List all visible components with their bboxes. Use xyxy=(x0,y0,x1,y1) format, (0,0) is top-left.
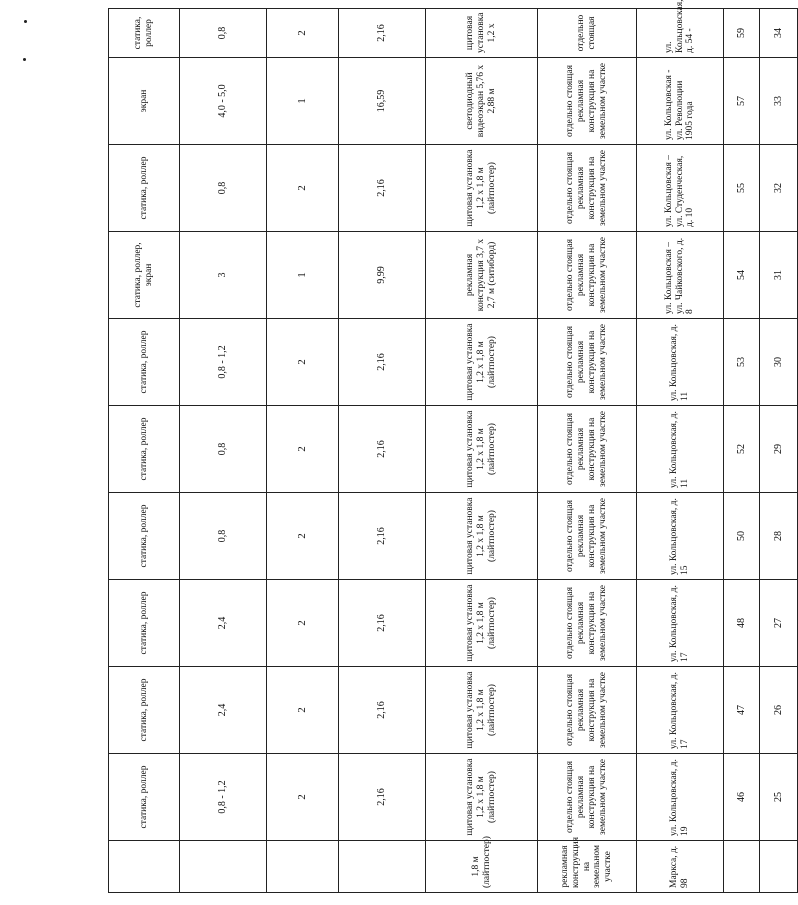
cell-structure-type: щитовая установка 1,2 х 1,8 м (лайтпостер) xyxy=(426,493,538,580)
cell-distance xyxy=(180,841,267,893)
cell-area: 2,16 xyxy=(339,9,426,58)
cell-row-number: 29 xyxy=(760,406,798,493)
cell-row-number: 28 xyxy=(760,493,798,580)
cell-structure-type: щитовая установка 1,2 х 1,8 м (лайтпостер) xyxy=(426,319,538,406)
cell-area: 2,16 xyxy=(339,493,426,580)
cell-technology: статика, роллер xyxy=(109,493,180,580)
cell-distance: 3 xyxy=(180,232,267,319)
cell-placement: отдельно стоящая рекламная конструкция на земельном участке xyxy=(538,406,637,493)
table-field-row xyxy=(538,9,637,893)
cell-address: ул. Кольцовская, д. 11 xyxy=(637,406,724,493)
cell-address: ул. Кольцовская, д. 17 xyxy=(637,580,724,667)
table-field-row xyxy=(339,9,426,893)
cell-sides: 2 xyxy=(267,406,339,493)
cell-structure-id: 57 xyxy=(724,58,760,145)
cell-structure-type: щитовая установка 1,2 х 1,8 м (лайтпостер) xyxy=(426,406,538,493)
cell-structure-id: 54 xyxy=(724,232,760,319)
cell-placement: отдельно стоящая рекламная конструкция на земельном участке xyxy=(538,493,637,580)
cell-technology: статика, роллер, экран xyxy=(109,232,180,319)
cell-structure-type: щитовая установка 1,2 х 1,8 м (лайтпостер) xyxy=(426,145,538,232)
cell-technology: статика, роллер xyxy=(109,9,180,58)
cell-sides: 2 xyxy=(267,145,339,232)
cell-row-number: 34 xyxy=(760,9,798,58)
cell-structure-type: щитовая установка 1,2 х 1,8 м (лайтпостер) xyxy=(426,754,538,841)
cell-placement: рекламная конструкция на земельном участке xyxy=(538,841,637,893)
table-field-row xyxy=(724,9,760,893)
advertising-structures-table xyxy=(108,0,798,893)
cell-sides: 2 xyxy=(267,319,339,406)
cell-row-number: 25 xyxy=(760,754,798,841)
cell-technology: статика, роллер xyxy=(109,319,180,406)
cell-address: ул. Кольцовская, д. 15 xyxy=(637,493,724,580)
cell-area: 2,16 xyxy=(339,319,426,406)
cell-address: Марксa, д. 98 xyxy=(637,841,724,893)
cell-technology: статика, роллер xyxy=(109,580,180,667)
cell-row-number: 31 xyxy=(760,232,798,319)
cell-placement: отдельно стоящая рекламная конструкция на земельном участке xyxy=(538,754,637,841)
cell-address: ул. Кольцовская, д. 19 xyxy=(637,754,724,841)
cell-placement: отдельно стоящая xyxy=(538,9,637,58)
cell-area: 2,16 xyxy=(339,406,426,493)
cell-area: 2,16 xyxy=(339,580,426,667)
cell-address: ул. Кольцовская – ул. Чайковского, д. 8 xyxy=(637,232,724,319)
cell-area xyxy=(339,841,426,893)
cell-placement: отдельно стоящая рекламная конструкция на земельном участке xyxy=(538,232,637,319)
cell-row-number: 30 xyxy=(760,319,798,406)
cell-placement: отдельно стоящая рекламная конструкция на земельном участке xyxy=(538,145,637,232)
table-field-row xyxy=(426,9,538,893)
cell-placement: отдельно стоящая рекламная конструкция на земельном участке xyxy=(538,319,637,406)
cell-distance: 2,4 xyxy=(180,667,267,754)
cell-technology: статика, роллер xyxy=(109,754,180,841)
cell-structure-type: щитовая установка 1,2 х 1,8 м (лайтпостер) xyxy=(426,667,538,754)
scan-speck xyxy=(24,20,27,23)
cell-sides: 2 xyxy=(267,754,339,841)
cell-row-number: 32 xyxy=(760,145,798,232)
cell-sides: 2 xyxy=(267,580,339,667)
cell-address: ул. Кольцовская – ул. Студенческая, д. 10 xyxy=(637,145,724,232)
cell-structure-id: 59 xyxy=(724,9,760,58)
cell-placement: отдельно стоящая рекламная конструкция на земельном участке xyxy=(538,667,637,754)
cell-distance: 0,8 - 1,2 xyxy=(180,319,267,406)
cell-area: 16,59 xyxy=(339,58,426,145)
cell-distance: 0,8 - 1,2 xyxy=(180,754,267,841)
cell-sides: 1 xyxy=(267,232,339,319)
cell-structure-id: 46 xyxy=(724,754,760,841)
rotated-table-wrapper xyxy=(108,0,784,893)
cell-distance: 0,8 xyxy=(180,9,267,58)
cell-structure-id: 52 xyxy=(724,406,760,493)
cell-technology: статика, роллер xyxy=(109,667,180,754)
table-field-row xyxy=(180,9,267,893)
cell-address: ул. Кольцовская, д. 54 - xyxy=(637,9,724,58)
table-field-row xyxy=(267,9,339,893)
cell-technology: статика, роллер xyxy=(109,145,180,232)
table-field-row xyxy=(637,9,724,893)
cell-distance: 0,8 xyxy=(180,493,267,580)
table-field-row xyxy=(109,9,180,893)
cell-row-number: 33 xyxy=(760,58,798,145)
cell-row-number: 26 xyxy=(760,667,798,754)
cell-sides: 2 xyxy=(267,667,339,754)
cell-structure-type: щитовая установка 1,2 х 1,8 м (лайтпостер) xyxy=(426,580,538,667)
cell-technology xyxy=(109,841,180,893)
cell-area: 9,99 xyxy=(339,232,426,319)
cell-technology: статика, роллер xyxy=(109,406,180,493)
cell-area: 2,16 xyxy=(339,667,426,754)
cell-structure-id: 55 xyxy=(724,145,760,232)
cell-distance: 2,4 xyxy=(180,580,267,667)
cell-area: 2,16 xyxy=(339,145,426,232)
cell-technology: экран xyxy=(109,58,180,145)
cell-structure-id: 47 xyxy=(724,667,760,754)
scan-speck xyxy=(23,58,26,61)
cell-address: ул. Кольцовская - ул. Революции 1905 года xyxy=(637,58,724,145)
cell-structure-id: 48 xyxy=(724,580,760,667)
cell-sides: 2 xyxy=(267,493,339,580)
cell-placement: отдельно стоящая рекламная конструкция на земельном участке xyxy=(538,58,637,145)
cell-row-number: 27 xyxy=(760,580,798,667)
cell-sides: 2 xyxy=(267,9,339,58)
cell-area: 2,16 xyxy=(339,754,426,841)
cell-sides xyxy=(267,841,339,893)
cell-distance: 4,0 - 5,0 xyxy=(180,58,267,145)
cell-distance: 0,8 xyxy=(180,145,267,232)
cell-row-number xyxy=(760,841,798,893)
table-field-row xyxy=(760,9,798,893)
cell-structure-type: светодиодный видеоэкран 5,76 х 2,88 м xyxy=(426,58,538,145)
cell-structure-type: 1,8 м (лайтпостер) xyxy=(426,841,538,893)
cell-structure-type: щитовая установка 1,2 х xyxy=(426,9,538,58)
cell-address: ул. Кольцовская, д. 17 xyxy=(637,667,724,754)
cell-structure-type: рекламная конструкция 3,7 х 2,7 м (ситиборд) xyxy=(426,232,538,319)
cell-placement: отдельно стоящая рекламная конструкция на земельном участке xyxy=(538,580,637,667)
cell-sides: 1 xyxy=(267,58,339,145)
cell-structure-id: 53 xyxy=(724,319,760,406)
cell-structure-id: 50 xyxy=(724,493,760,580)
cell-address: ул. Кольцовская, д. 11 xyxy=(637,319,724,406)
cell-structure-id xyxy=(724,841,760,893)
cell-distance: 0,8 xyxy=(180,406,267,493)
